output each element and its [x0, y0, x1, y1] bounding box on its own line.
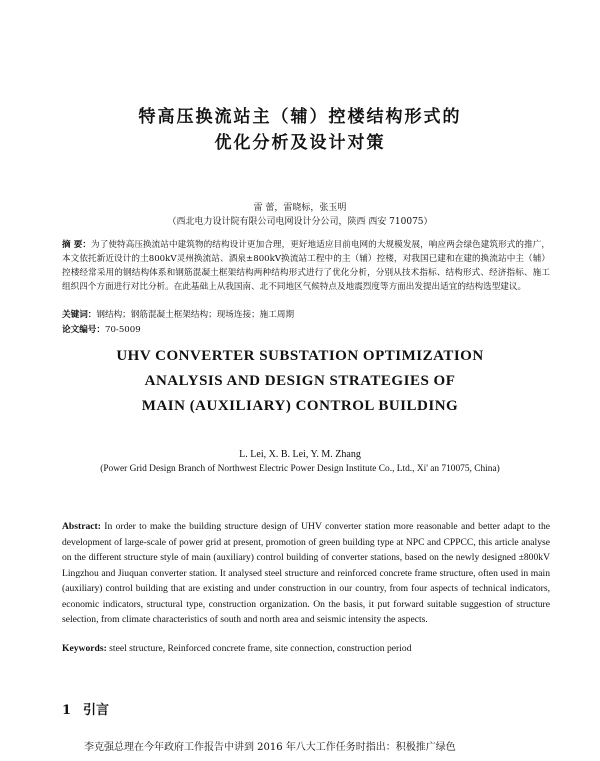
section-title: 引言: [83, 703, 110, 718]
english-abstract: [62, 519, 550, 628]
chinese-keywords-label: 关键词：: [62, 310, 97, 320]
chinese-title-line-2: 优化分析及设计对策: [214, 133, 386, 153]
chinese-title-line-1: 特高压换流站主（辅）控楼结构形式的: [138, 107, 462, 127]
chinese-authors: 雷 蕾，雷晓标，张玉明: [253, 203, 347, 213]
chinese-abstract-label: 摘 要：: [62, 240, 92, 250]
english-keywords-label: Keywords:: [62, 643, 107, 654]
section-heading: [62, 699, 109, 718]
chinese-abstract: [62, 238, 550, 294]
paper-number-value: 70-5009: [104, 325, 141, 335]
english-keywords-text: steel structure, Reinforced concrete frame, site connection, construction period: [106, 643, 412, 654]
paper-number-label: 论文编号：: [62, 325, 105, 335]
body-paragraph: 李克强总理在今年政府工作报告中讲到 2016 年八大工作任务时指出：积极推广绿色: [84, 742, 456, 753]
chinese-affiliation: （西北电力设计院有限公司电网设计分公司，陕西 西安 710075）: [167, 217, 433, 227]
english-title-line-3: MAIN (AUXILIARY) CONTROL BUILDING: [141, 398, 459, 414]
english-title-line-1: UHV CONVERTER SUBSTATION OPTIMIZATION: [116, 348, 484, 364]
chinese-abstract-text: 为了使特高压换流站中建筑物的结构设计更加合理，更好地适应目前电网的大规模发展，响应两会绿色建筑形式的推广，本文依托新近设计的土800kV灵州换流站、酒泉±800kV换流站工程中的主（辅）控楼，对我国已建和在建的换流站中主（辅）控楼经常采用的钢结构体系和钢筋混凝土框架结构两种结构形式进行了优化分析，分别从技术指标、结构形式、经济指标、施工组织四个方面进行对比分析。在此基础上从我国南、北不同地区气候特点及地震烈度等方面出发提出适宜的结构选型建议。: [62, 240, 550, 292]
english-title-line-2: ANALYSIS AND DESIGN STRATEGIES OF: [144, 373, 456, 389]
english-abstract-label: Abstract:: [62, 521, 101, 532]
section-number: 1: [62, 703, 72, 718]
english-authors: L. Lei, X. B. Lei, Y. M. Zhang: [239, 449, 361, 460]
english-keywords: [62, 642, 550, 656]
english-abstract-text: In order to make the building structure design of UHV converter station more reasonable and better adapt to the development of large-scale of power grid at present, promotion of green building type at NPC and CPPCC, this article analyse on the different structure style of main (auxiliary) control building of converter stations, based on the newly designed ±800kV Lingzhou and Jiuquan converter station. It analysed steel structure and reinforced concrete frame structure, often used in main (auxiliary) control building that are existing and under construction in our country, from four aspects of technical indicators, economic indicators, structural type, construction organization. On the basis, it put forward suitable suggestion of structure selection, from climate characteristics of south and north area and seismic intensity the aspects.: [62, 521, 550, 625]
chinese-keywords-text: 钢结构；钢筋混凝土框架结构；现场连接；施工周期: [96, 310, 295, 320]
paper-number: [62, 323, 550, 337]
english-affiliation: (Power Grid Design Branch of Northwest Electric Power Design Institute Co., Ltd., Xi' an 710075, China): [100, 464, 500, 474]
chinese-keywords: [62, 308, 550, 322]
